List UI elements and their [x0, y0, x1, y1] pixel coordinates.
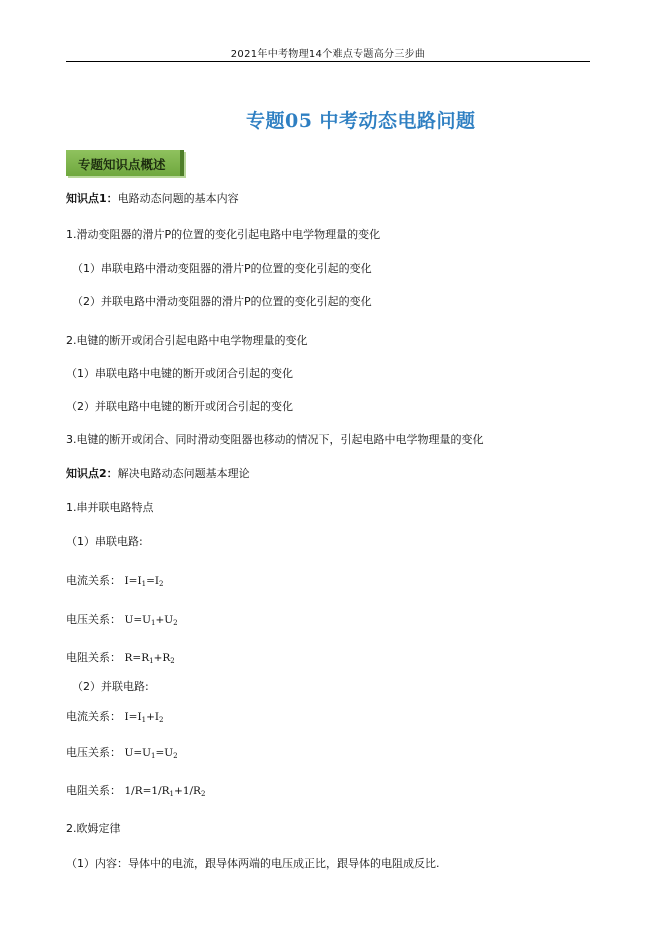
parallel-resistance-formula: $1/R=1/R_1+1/R_2$ [124, 785, 206, 798]
kp1-text: 电路动态问题的基本内容 [117, 192, 239, 205]
section-badge [66, 150, 184, 176]
series-resistance-label: 电阻关系： [66, 651, 121, 664]
kp1-item2-1: （1）串联电路中电键的断开或闭合引起的变化 [66, 367, 293, 380]
parallel-current-row [66, 710, 163, 727]
parallel-resistance-label: 电阻关系： [66, 784, 121, 797]
page-header: 2021年中考物理14个难点专题高分三步曲 [230, 49, 426, 60]
section-badge-label: 专题知识点概述 [78, 157, 166, 172]
parallel-voltage-row [66, 746, 178, 763]
parallel-current-label: 电流关系： [66, 710, 121, 723]
parallel-voltage-formula: $U=U_1=U_2$ [124, 747, 178, 760]
kp1-item1-1: （1）串联电路中滑动变阻器的滑片P的位置的变化引起的变化 [72, 262, 372, 275]
header-rule [66, 61, 590, 62]
series-circuit-label: （1）串联电路: [66, 535, 143, 548]
parallel-circuit-label: （2）并联电路: [72, 680, 149, 693]
kp1-item3: 3.电键的断开或闭合、同时滑动变阻器也移动的情况下，引起电路中电学物理量的变化 [66, 433, 484, 446]
series-voltage-label: 电压关系： [66, 613, 121, 626]
series-resistance-formula: $R=R_1+R_2$ [124, 652, 175, 665]
kp2-label: 知识点2： [66, 467, 118, 480]
series-resistance-row [66, 651, 175, 668]
kp1-item2-2: （2）并联电路中电键的断开或闭合引起的变化 [66, 400, 293, 413]
series-current-formula: $I=I_1=I_2$ [124, 575, 164, 588]
series-voltage-row [66, 613, 178, 630]
kp2-heading [66, 467, 250, 481]
kp2-text: 解决电路动态问题基本理论 [117, 467, 250, 480]
series-current-label: 电流关系： [66, 574, 121, 587]
document-title: 专题05 中考动态电路问题 [246, 110, 476, 132]
kp1-item1-2: （2）并联电路中滑动变阻器的滑片P的位置的变化引起的变化 [72, 295, 372, 308]
kp1-item1: 1.滑动变阻器的滑片P的位置的变化引起电路中电学物理量的变化 [66, 228, 381, 241]
parallel-resistance-row [66, 784, 205, 801]
kp1-heading [66, 192, 239, 206]
parallel-voltage-label: 电压关系： [66, 746, 121, 759]
kp1-item2: 2.电键的断开或闭合引起电路中电学物理量的变化 [66, 334, 308, 347]
series-voltage-formula: $U=U_1+U_2$ [124, 614, 178, 627]
parallel-current-formula: $I=I_1+I_2$ [124, 711, 164, 724]
kp2-item2-1: （1）内容：导体中的电流，跟导体两端的电压成正比，跟导体的电阻成反比. [66, 857, 440, 870]
kp1-label: 知识点1： [66, 192, 118, 205]
kp2-item2: 2.欧姆定律 [66, 822, 121, 835]
kp2-item1: 1.串并联电路特点 [66, 501, 154, 514]
series-current-row [66, 574, 163, 591]
